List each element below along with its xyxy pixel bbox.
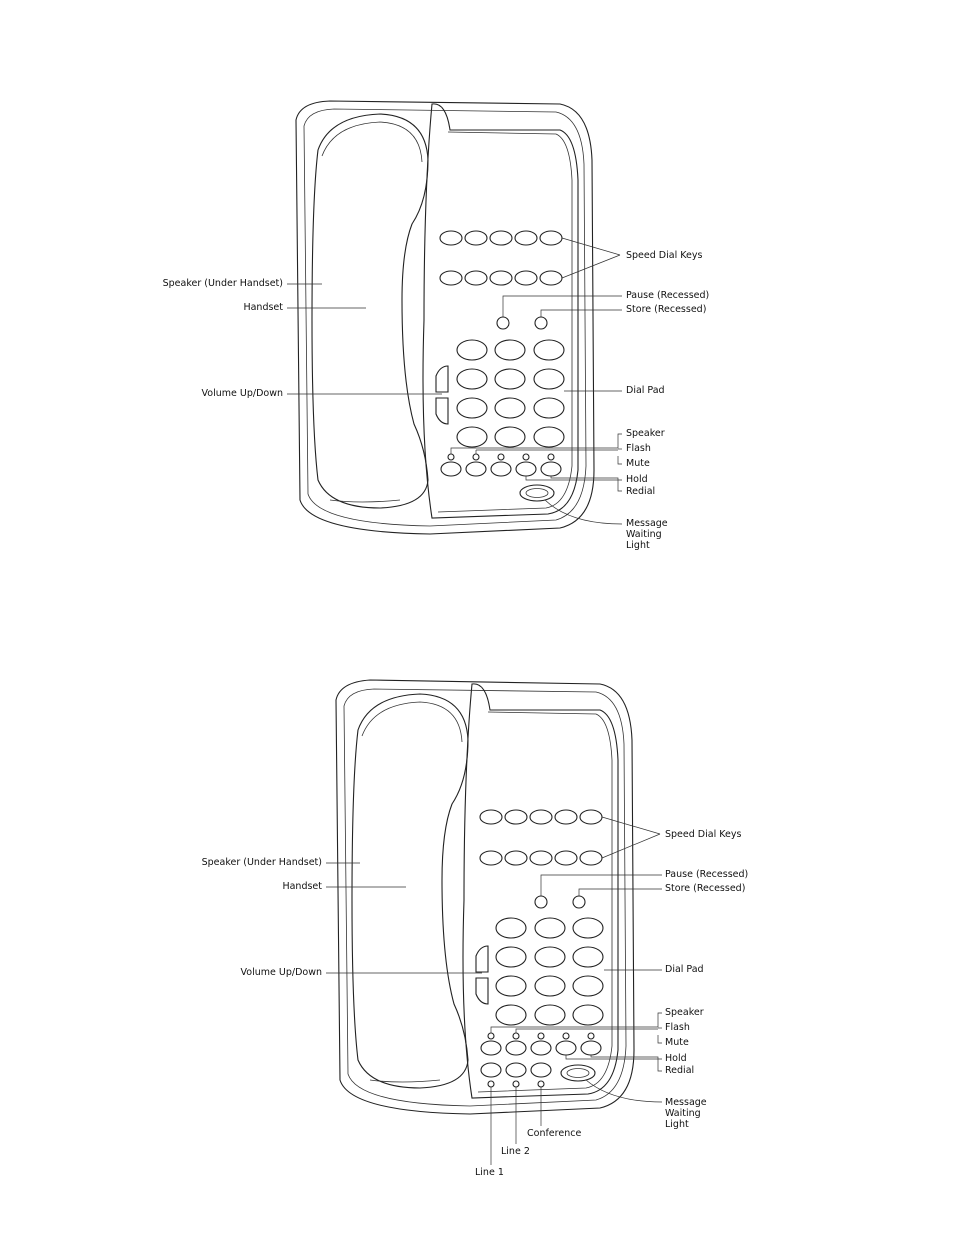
label-2-hold: Hold: [665, 1053, 687, 1064]
label-2-pause: Pause (Recessed): [665, 869, 749, 880]
phone-2-speed-dial-keys: [480, 810, 602, 865]
label-message-waiting-3: Light: [626, 540, 650, 551]
label-handset: Handset: [243, 302, 283, 313]
label-2-dial-pad: Dial Pad: [665, 964, 704, 975]
label-2-speaker: Speaker: [665, 1007, 704, 1018]
label-2-handset: Handset: [282, 881, 322, 892]
phone-2-handset: [352, 694, 468, 1088]
phone-2-function-keys: [481, 1033, 601, 1055]
label-store: Store (Recessed): [626, 304, 707, 315]
label-speed-dial-keys: Speed Dial Keys: [626, 250, 703, 261]
label-pause: Pause (Recessed): [626, 290, 710, 301]
label-volume: Volume Up/Down: [201, 388, 283, 399]
label-2-message-waiting-1: Message: [665, 1097, 707, 1108]
label-message-waiting-1: Message: [626, 518, 668, 529]
label-2-mute: Mute: [665, 1037, 689, 1048]
phone-2-store-key: [573, 896, 585, 908]
label-2-flash: Flash: [665, 1022, 690, 1033]
label-2-volume: Volume Up/Down: [240, 967, 322, 978]
label-2-line2: Line 2: [501, 1146, 530, 1157]
label-2-speed-dial-keys: Speed Dial Keys: [665, 829, 742, 840]
label-2-conference: Conference: [527, 1128, 582, 1139]
phone-2-pause-key: [535, 896, 547, 908]
label-2-store: Store (Recessed): [665, 883, 746, 894]
phone-2-volume-up: [476, 946, 488, 972]
label-hold: Hold: [626, 474, 648, 485]
label-redial: Redial: [626, 486, 656, 497]
label-2-redial: Redial: [665, 1065, 695, 1076]
phone-2-message-light: [561, 1065, 595, 1081]
label-2-message-waiting-2: Waiting: [665, 1108, 701, 1119]
label-2-message-waiting-3: Light: [665, 1119, 689, 1130]
phone-2-line-keys: [481, 1063, 551, 1087]
phone-2-volume-down: [476, 978, 488, 1004]
label-speaker: Speaker: [626, 428, 665, 439]
label-mute: Mute: [626, 458, 650, 469]
label-speaker-under-handset: Speaker (Under Handset): [162, 278, 283, 289]
label-2-speaker-under-handset: Speaker (Under Handset): [201, 857, 322, 868]
label-flash: Flash: [626, 443, 651, 454]
label-2-line1: Line 1: [475, 1167, 504, 1178]
label-dial-pad: Dial Pad: [626, 385, 665, 396]
label-message-waiting-2: Waiting: [626, 529, 662, 540]
phone-2-dial-pad: [496, 918, 603, 1025]
